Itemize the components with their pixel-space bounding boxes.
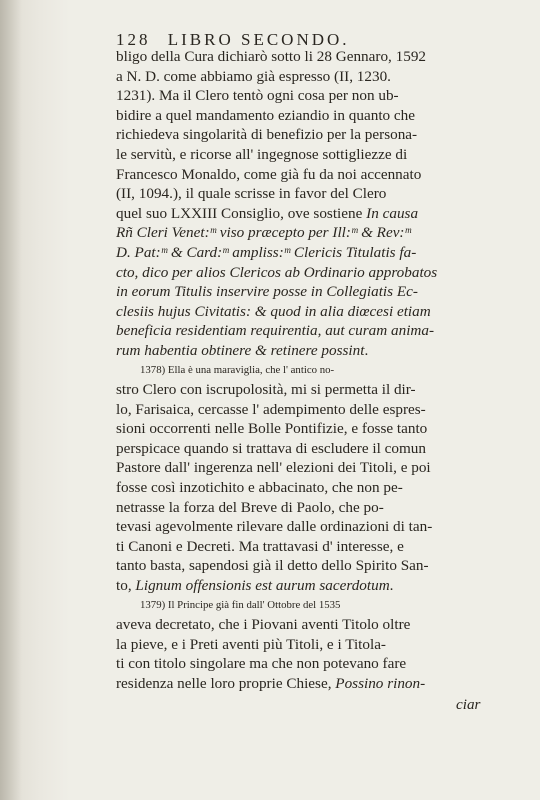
text-segment: perspicace quando si trattava di escludere il comun	[116, 439, 426, 457]
italic-text: Possino rinon-	[335, 675, 426, 692]
italic-text: Lignum offensionis est aurum sacerdotum	[135, 577, 390, 595]
text-line	[116, 184, 530, 204]
catchword: ciar	[456, 696, 481, 713]
italic-text: rum habentia obtinere & retinere possint	[116, 341, 365, 359]
text-segment: a N. D. come abbiamo già espresso (II, 1230.	[116, 67, 391, 85]
text-line	[116, 400, 530, 420]
text-segment: residenza nelle loro proprie Chiese,	[116, 675, 336, 692]
italic-text: D. Pat:ᵐ & Card:ᵐ ampliss:ᵐ Clericis Titulatis fa-	[116, 243, 417, 261]
text-line	[116, 654, 530, 674]
text-segment: la pieve, e i Preti aventi più Titoli, e i Titola-	[116, 635, 386, 653]
text-line	[116, 106, 530, 126]
text-segment: 1378) Ella è una maraviglia, che l' antico no-	[140, 363, 335, 376]
text-segment: ti con titolo singolare ma che non potevano fare	[116, 655, 407, 673]
text-segment: Pastore dall' ingerenza nell' elezioni dei Titoli, e poi	[116, 459, 431, 477]
italic-text: cto, dico per alios Clericos ab Ordinario approbatos	[116, 263, 438, 281]
text-line	[116, 674, 530, 694]
page-number: 128	[116, 30, 151, 49]
text-segment: stro Clero con iscrupolosità, mi si permetta il dir-	[116, 381, 416, 399]
text-line	[116, 419, 530, 439]
text-line	[116, 439, 530, 459]
italic-text: In causa	[366, 204, 419, 222]
text-segment: 1231). Ma il Clero tentò ogni cosa per non ub-	[116, 87, 399, 105]
text-line	[116, 615, 530, 635]
text-line	[116, 125, 530, 145]
text-line	[116, 380, 530, 400]
text-line	[116, 263, 530, 283]
text-segment: Francesco Monaldo, come già fu da noi accennato	[116, 165, 422, 183]
italic-text: in eorum Titulis inservire posse in Collegiatis Ec-	[116, 283, 418, 301]
text-segment: fosse così inzotichito e abbacinato, che non pe-	[116, 479, 403, 497]
text-segment: (II, 1094.), il quale scrisse in favor del Clero	[116, 185, 387, 203]
text-line	[116, 145, 530, 165]
text-segment: aveva decretato, che i Piovani aventi Titolo oltre	[116, 616, 411, 634]
body-text	[116, 47, 530, 694]
text-line	[116, 498, 530, 518]
text-line	[116, 67, 530, 87]
text-segment: bidire a quel mandamento eziandio in quanto che	[116, 106, 416, 124]
text-line	[116, 282, 530, 302]
text-segment: 1379) Il Principe già fin dall' Ottobre del 1535	[140, 598, 341, 611]
text-line	[116, 361, 530, 381]
italic-text: beneficia residentiam requirentia, aut curam anima-	[116, 322, 435, 340]
text-segment: quel suo LXXIII Consiglio, ove sostiene	[116, 204, 367, 222]
text-line	[116, 556, 530, 576]
text-line	[116, 537, 530, 557]
text-line	[116, 302, 530, 322]
text-line	[116, 458, 530, 478]
text-segment: richiedeva singolarità di benefizio per la persona-	[116, 126, 418, 144]
gutter-shadow	[0, 0, 22, 800]
text-line	[116, 47, 530, 67]
text-line	[116, 223, 530, 243]
text-segment: lo, Farisaica, cercasse l' adempimento delle espres-	[116, 400, 426, 418]
text-line	[116, 165, 530, 185]
text-segment: tevasi agevolmente rilevare dalle ordinazioni di tan-	[116, 518, 433, 536]
text-line	[116, 204, 530, 224]
text-segment: .	[389, 577, 394, 595]
text-line	[116, 517, 530, 537]
text-segment: bligo della Cura dichiarò sotto li 28 Gennaro, 1592	[116, 48, 427, 65]
text-segment: to,	[116, 577, 136, 595]
text-segment: netrasse la forza del Breve di Paolo, che po-	[116, 498, 384, 516]
text-line	[116, 576, 530, 596]
text-line	[116, 596, 530, 616]
text-segment: le servitù, e ricorse all' ingegnose sottigliezze di	[116, 145, 408, 163]
italic-text: clesiis hujus Civitatis: & quod in alia diœcesi etiam	[116, 302, 431, 320]
text-line	[116, 478, 530, 498]
text-line	[116, 86, 530, 106]
text-line	[116, 243, 530, 263]
text-line	[116, 635, 530, 655]
text-segment: ti Canoni e Decreti. Ma trattavasi d' interesse, e	[116, 537, 404, 555]
text-line	[116, 341, 530, 361]
text-segment: tanto basta, sapendosi già il detto dello Spirito San-	[116, 557, 429, 575]
running-title: LIBRO SECONDO.	[167, 30, 350, 49]
text-segment: sioni occorrenti nelle Bolle Pontifizie, e fosse tanto	[116, 420, 428, 438]
italic-text: Rñ Cleri Venet:ᵐ viso præcepto per Ill:ᵐ & Rev:ᵐ	[116, 224, 411, 242]
text-segment: .	[364, 341, 369, 359]
text-line	[116, 321, 530, 341]
